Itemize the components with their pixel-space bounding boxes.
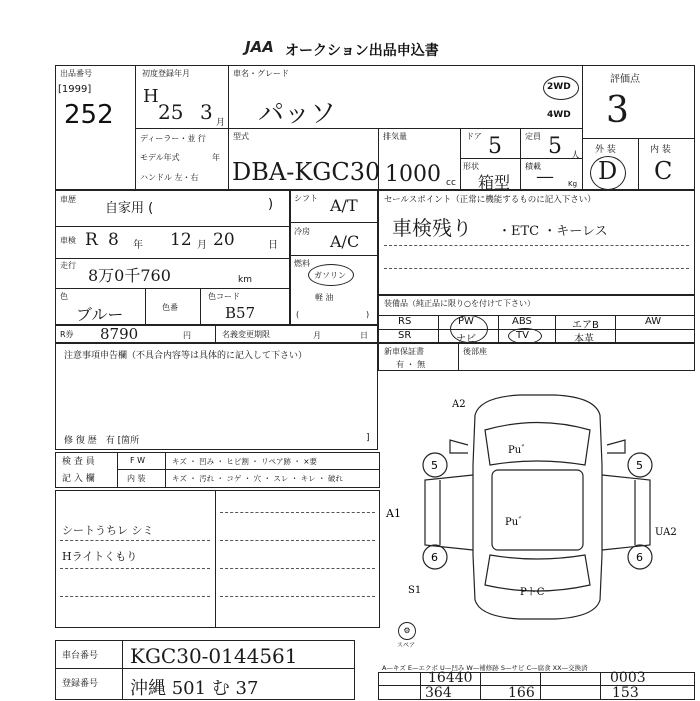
drive-2wd: 2WD xyxy=(547,82,571,92)
model-label: 型式 xyxy=(233,132,249,141)
equip-pw: PW xyxy=(458,316,474,327)
mark-a2: A2 xyxy=(452,399,466,410)
mark-pu-mid: Pu゛ xyxy=(505,517,529,528)
equip-rs: RS xyxy=(398,316,412,327)
car-name: パッソ xyxy=(258,99,337,129)
interior-value: C xyxy=(654,157,673,185)
car-diagram xyxy=(380,385,695,630)
fuel-label: 燃料 xyxy=(294,259,310,268)
inspection-year: 8 xyxy=(108,230,119,250)
fuel-paren-close: ) xyxy=(366,310,370,319)
exterior-value: D xyxy=(598,157,618,185)
car-name-label: 車名・グレード xyxy=(233,69,289,78)
sales-label: セールスポイント（正常に機能するものに記入下さい） xyxy=(384,195,596,205)
fuel-alt: 軽 油 xyxy=(315,293,334,302)
sales-rest: ・ETC ・キーレス xyxy=(498,224,608,239)
engine-unit: cc xyxy=(446,178,456,188)
mark-a1: A1 xyxy=(386,507,401,520)
load-unit: Kg xyxy=(568,180,578,188)
first-reg-label: 初度登録年月 xyxy=(142,69,190,78)
fuel-paren-open: ( xyxy=(296,310,300,319)
capacity-unit: 人 xyxy=(571,151,581,161)
newcar-label: 新車保証書 xyxy=(384,347,424,356)
model-year-suffix: 年 xyxy=(212,153,220,162)
spare-label: スペア xyxy=(397,642,416,649)
mark-pc: PトC xyxy=(520,587,545,598)
shift-value: A/T xyxy=(330,196,358,215)
spare-tire-icon: ⚙ xyxy=(398,622,416,640)
inspection-month: 12 xyxy=(170,230,192,250)
history-label: 車歴 xyxy=(60,195,76,204)
cooler-label: 冷房 xyxy=(294,227,310,236)
model-value: DBA-KGC30 xyxy=(232,158,381,186)
tire-front-left: 5 xyxy=(431,459,438,472)
inspector-int-options: キズ ・ 汚れ ・ コゲ ・ 穴 ・ スレ ・ キレ ・ 破れ xyxy=(172,474,343,483)
lot-code: [1999] xyxy=(58,84,92,95)
bottom-r2-b: 166 xyxy=(508,685,535,701)
inspection-year-suffix: 年 xyxy=(133,240,143,251)
history-value: 自家用 ( xyxy=(105,201,154,216)
inspection-day-suffix: 日 xyxy=(268,240,278,251)
capacity-label: 定員 xyxy=(525,132,541,141)
equip-abs: ABS xyxy=(512,316,532,327)
damage-legend: A—キズ E—エクボ U—凹み W—補修跡 S—サビ C—腐食 XX—交換済 xyxy=(382,664,588,672)
inspector-fw: F W xyxy=(130,456,146,465)
bottom-r2-c: 153 xyxy=(612,685,639,701)
inspector-int: 内 装 xyxy=(127,474,146,483)
mark-pu-top: Pu゛ xyxy=(508,445,532,456)
newcar-block xyxy=(378,343,695,371)
shape-label: 形状 xyxy=(463,162,479,171)
shape-value: 箱型 xyxy=(478,173,511,192)
capacity-value: 5 xyxy=(548,134,562,159)
lot-number: 252 xyxy=(64,100,114,130)
tire-rear-right: 6 xyxy=(636,551,643,564)
equip-tv-circle xyxy=(508,328,542,344)
mileage-value: 8万0千760 xyxy=(88,266,171,285)
inspector-label-a: 検 査 員 xyxy=(62,457,95,467)
cooler-value: A/C xyxy=(330,232,360,251)
color-label: 色 xyxy=(60,292,68,301)
bottom-r1-b: 0003 xyxy=(610,670,646,686)
form-title: オークション出品申込書 xyxy=(285,43,439,59)
color-code-label: 色コード xyxy=(208,292,240,301)
handwritten-note-2: Hライトくもり xyxy=(62,550,138,563)
sales-block xyxy=(378,190,695,295)
inspection-label: 車検 xyxy=(60,236,76,245)
equip-pw-circle xyxy=(450,315,488,343)
first-reg-year: 25 xyxy=(158,100,184,124)
newcar-other: 後部座 xyxy=(463,347,487,356)
chassis-label: 車台番号 xyxy=(62,651,99,661)
inspection-day: 20 xyxy=(213,230,235,250)
plate-label: 登録番号 xyxy=(62,679,99,689)
mileage-unit: km xyxy=(238,275,252,285)
repair-close: ] xyxy=(366,433,370,443)
transfer-month: 月 xyxy=(313,331,321,340)
bottom-r1-a: 16440 xyxy=(428,670,473,686)
load-value: — xyxy=(536,166,554,187)
transfer-day: 日 xyxy=(360,331,368,340)
bottom-r2-a: 364 xyxy=(425,685,452,701)
inspector-label-b: 記 入 欄 xyxy=(62,474,95,484)
plate-value: 沖縄 501 む 37 xyxy=(130,678,259,699)
mark-s1: S1 xyxy=(408,585,422,596)
mileage-label: 走行 xyxy=(60,261,76,270)
engine-label: 排気量 xyxy=(383,132,407,141)
handwritten-note-1: シートうちレ シミ xyxy=(62,524,154,537)
inspection-era: R xyxy=(85,230,98,250)
color-value: ブルー xyxy=(76,305,124,324)
transfer-label: 名義変更期限 xyxy=(222,330,270,339)
doors-value: 5 xyxy=(488,134,502,159)
history-close: ) xyxy=(268,197,274,212)
auction-logo: JAA xyxy=(245,38,274,56)
repair-label: 修 復 歴 有 [箇所 xyxy=(64,436,140,446)
color-code: B57 xyxy=(225,304,256,322)
inspector-fw-options: キズ ・ 凹み ・ ヒビ割 ・ リペア跡 ・ ×要 xyxy=(172,457,318,466)
equip-aw: AW xyxy=(645,316,662,327)
recycle-unit: 円 xyxy=(183,331,191,340)
drive-4wd: 4WD xyxy=(547,110,571,120)
grade-label: 評価点 xyxy=(610,74,640,85)
inspection-month-suffix: 月 xyxy=(197,240,207,251)
equipment-label: 装備品（純正品に限り○を付けて下さい） xyxy=(384,299,535,308)
fuel-value: ガソリン xyxy=(314,271,346,280)
newcar-value: 有 ・ 無 xyxy=(396,360,426,369)
tire-front-right: 5 xyxy=(636,459,643,472)
grade-value: 3 xyxy=(606,90,629,131)
load-label: 積載 xyxy=(525,162,541,171)
exterior-label: 外 装 xyxy=(595,145,616,155)
interior-label: 内 装 xyxy=(650,145,671,155)
notes-label: 注意事項申告欄（不具合内容等は具体的に記入して下さい） xyxy=(64,351,308,361)
equip-airbag: エアB xyxy=(572,320,599,331)
first-reg-month: 3 xyxy=(200,100,213,124)
equip-sr: SR xyxy=(398,330,412,341)
model-year-label: モデル年式 xyxy=(140,153,180,162)
chassis-value: KGC30-0144561 xyxy=(130,644,298,668)
equip-tv: TV xyxy=(516,330,529,341)
dealer-label: ディーラー・並 行 xyxy=(140,134,206,143)
tire-rear-left: 6 xyxy=(431,551,438,564)
handle-label: ハンドル 左・右 xyxy=(140,173,199,182)
sales-main: 車検残り xyxy=(392,216,472,240)
lot-label: 出品番号 xyxy=(60,69,92,78)
equip-leather: 本革 xyxy=(574,334,594,345)
equip-navi: ナビ xyxy=(456,334,476,345)
recycle-label: R券 xyxy=(60,330,74,339)
shift-label: シフト xyxy=(294,194,318,203)
recycle-value: 8790 xyxy=(100,325,139,343)
first-reg-era: H xyxy=(143,86,159,107)
mark-ua2: UA2 xyxy=(655,527,677,538)
color-no-label: 色番 xyxy=(162,303,178,312)
engine-value: 1000 xyxy=(385,162,441,187)
first-reg-month-suffix: 月 xyxy=(216,118,226,128)
doors-label: ドア xyxy=(466,132,482,141)
